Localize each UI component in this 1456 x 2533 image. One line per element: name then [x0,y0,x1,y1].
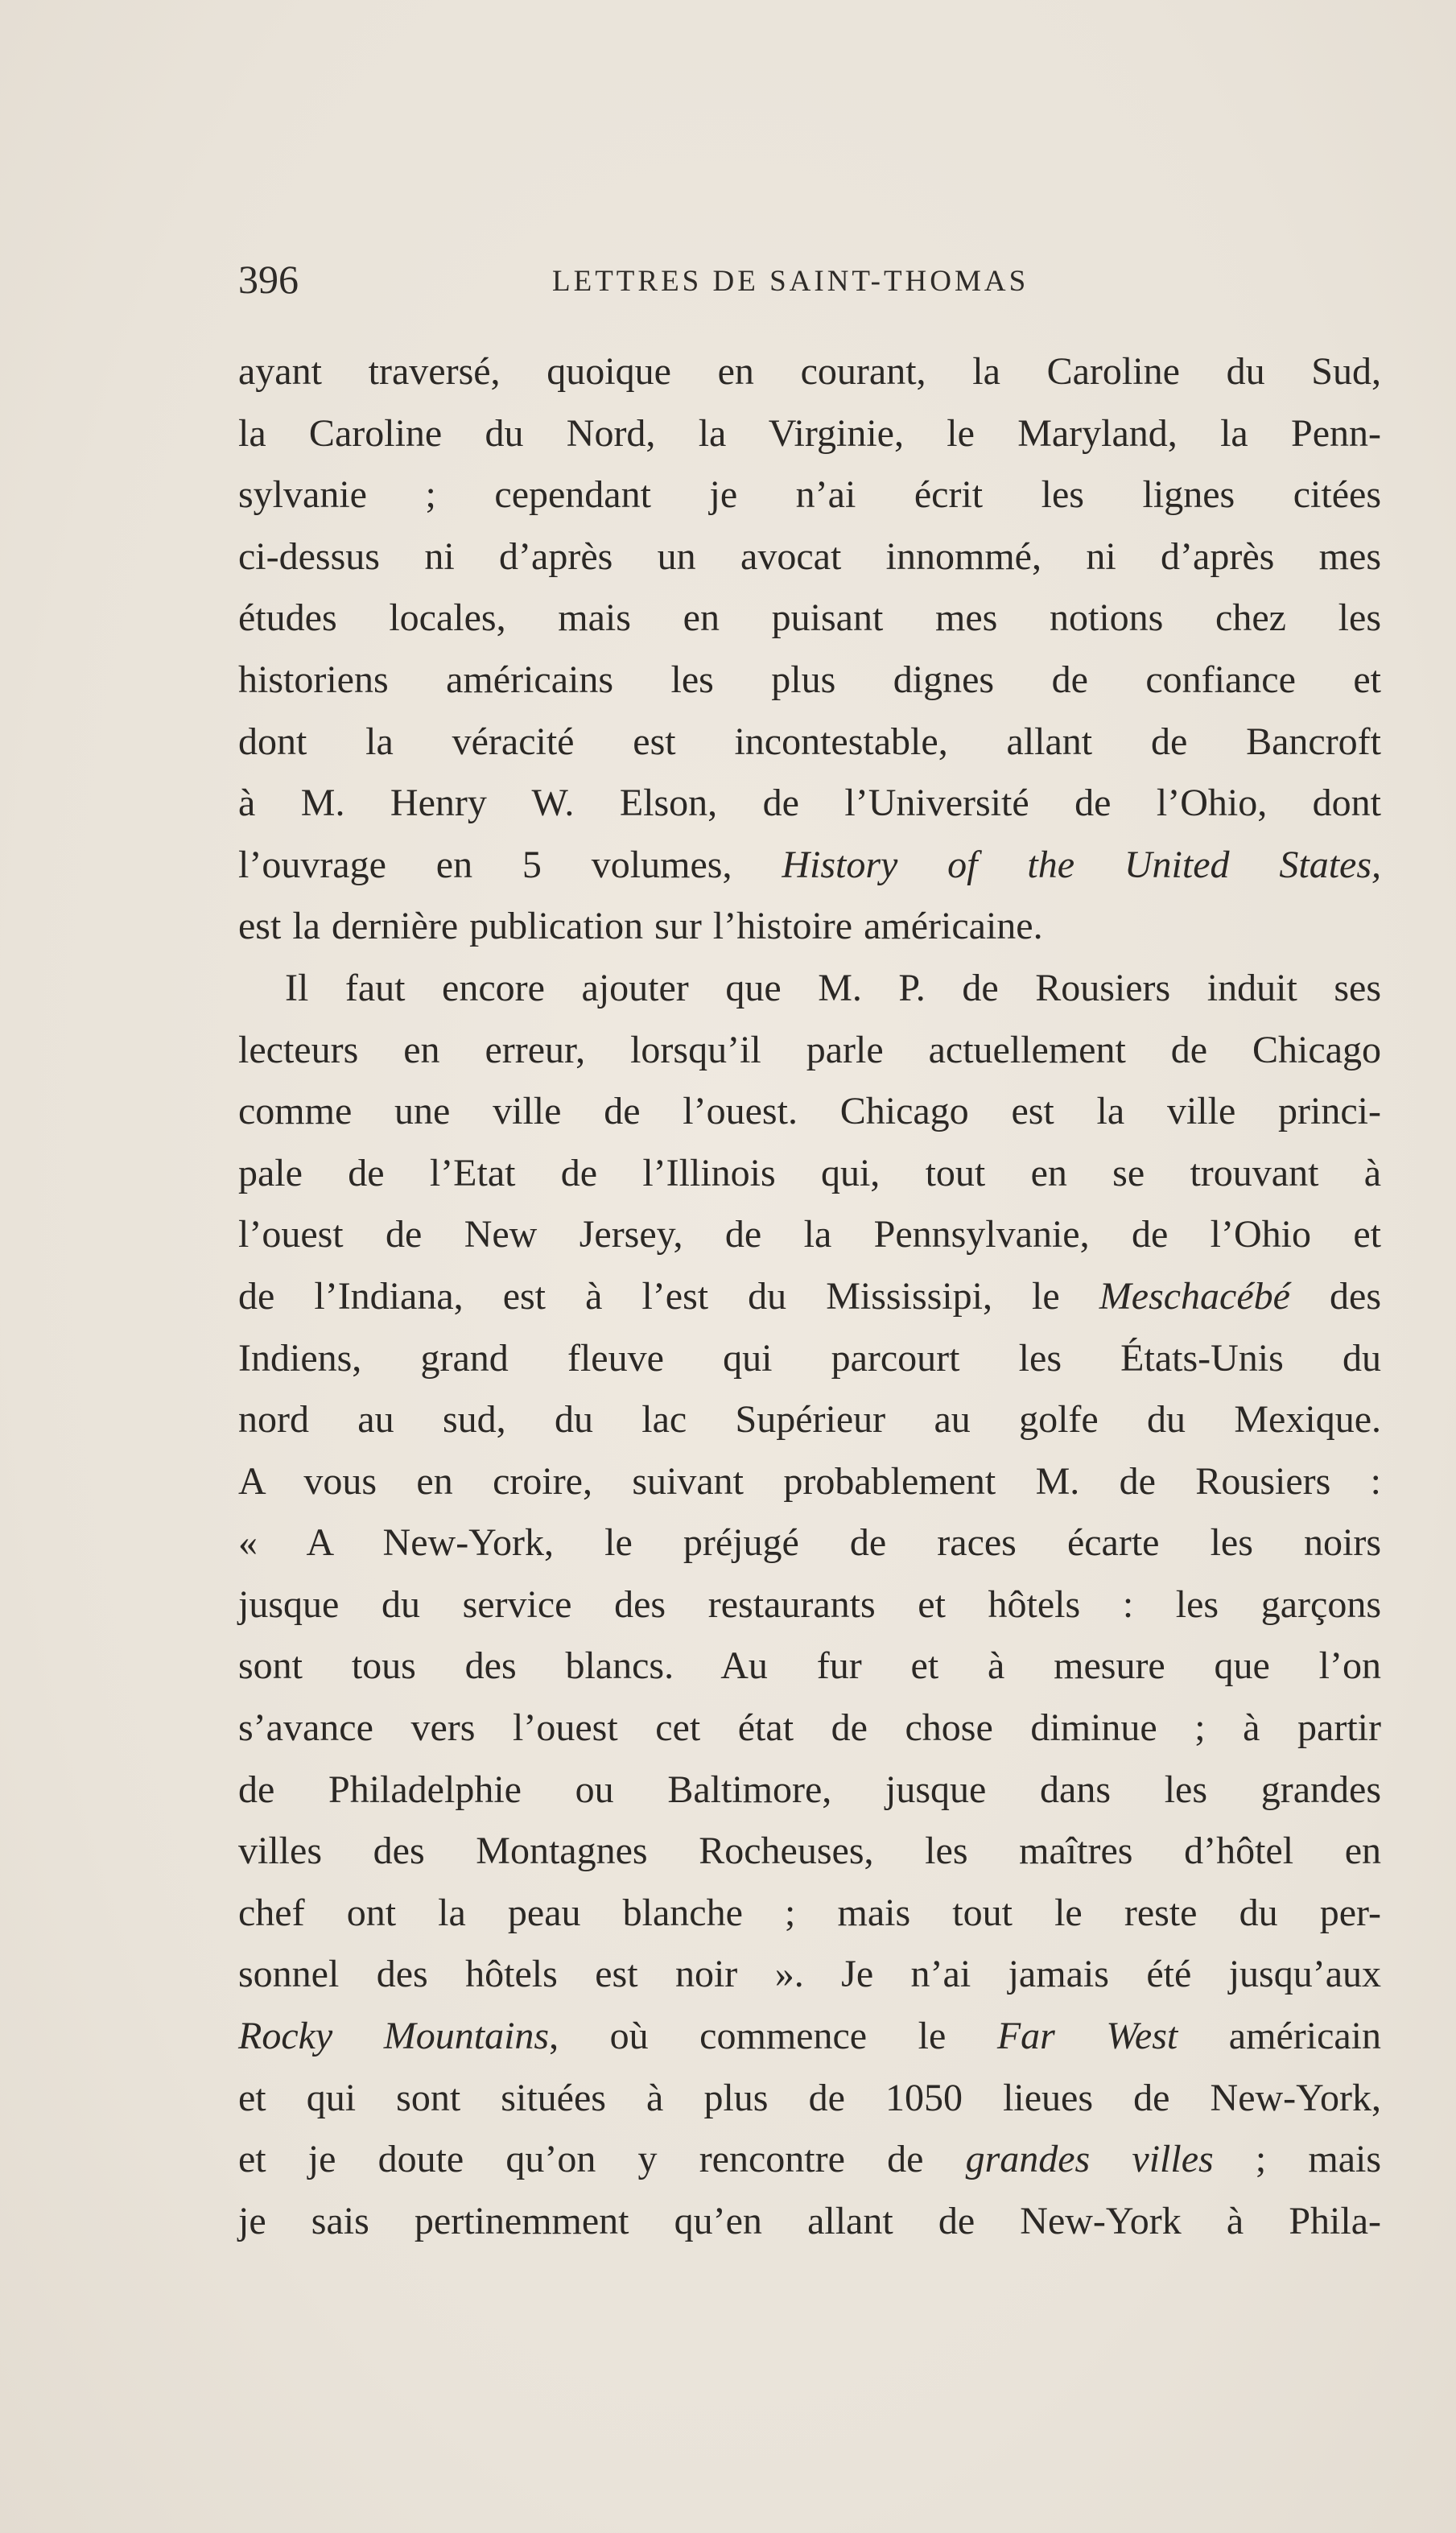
text-line: à M. Henry W. Elson, de l’Université de l’Ohio, dont [238,782,1381,825]
text-line: et qui sont situées à plus de 1050 lieues de New-York, [238,2076,1381,2119]
text-line: historiens américains les plus dignes de confiance et [238,658,1381,701]
text-segment: , où commence le [549,2015,947,2058]
text-segment: et je doute qu’on y rencontre de [238,2138,924,2181]
text-line [238,1266,1381,1328]
text-line: études locales, mais en puisant mes notions chez les [238,596,1381,640]
text-line: villes des Montagnes Rocheuses, les maîtres d’hôtel en [238,1830,1381,1873]
body-text [238,341,1381,2252]
text-line: jusque du service des restaurants et hôtels : les garçons [238,1582,1381,1626]
text-line: l’ouest de New Jersey, de la Pennsylvanie, de l’Ohio et [238,1213,1381,1256]
text-segment: ; mais [1255,2138,1382,2181]
italic-rocky-mountains: Rocky Mountains [238,2015,550,2058]
text-segment: des [1330,1274,1382,1318]
italic-far-west: Far West [996,2015,1178,2058]
italic-grandes-villes: grandes villes [965,2138,1214,2181]
text-line: sylvanie ; cependant je n’ai écrit les lignes citées [238,473,1381,517]
italic-history-title: History of the United States, [782,843,1382,886]
italic-meschacebe: Meschacébé [1099,1274,1290,1318]
text-line: ayant traversé, quoique en courant, la Caroline du Sud, [238,350,1381,393]
text-line: chef ont la peau blanche ; mais tout le reste du per- [238,1891,1381,1934]
text-line [238,835,1381,897]
text-line: je sais pertinemment qu’en allant de New-York à Phila- [238,2199,1381,2242]
text-line: Indiens, grand fleuve qui parcourt les États-Unis du [238,1336,1381,1380]
text-line: sont tous des blancs. Au fur et à mesure que l’on [238,1644,1381,1688]
text-line: comme une ville de l’ouest. Chicago est la ville princi- [238,1090,1381,1133]
text-segment: l’ouvrage en 5 volumes, [238,843,732,886]
text-line: la Caroline du Nord, la Virginie, le Maryland, la Penn- [238,411,1381,455]
text-line: de Philadelphie ou Baltimore, jusque dans les grandes [238,1768,1381,1811]
text-line: pale de l’Etat de l’Illinois qui, tout en se trouvant à [238,1151,1381,1194]
text-line: ci-dessus ni d’après un avocat innommé, ni d’après mes [238,534,1381,578]
text-line [238,2006,1381,2068]
page-number: 396 [238,257,299,302]
text-line: lecteurs en erreur, lorsqu’il parle actuellement de Chicago [238,1028,1381,1071]
text-line: nord au sud, du lac Supérieur au golfe du Mexique. [238,1398,1381,1442]
text-line: sonnel des hôtels est noir ». Je n’ai jamais été jusqu’aux [238,1953,1381,1996]
text-line: est la dernière publication sur l’histoire américaine. [238,905,1043,948]
text-line: dont la véracité est incontestable, allant de Bancroft [238,720,1381,763]
running-head: LETTRES DE SAINT-THOMAS [552,265,1029,298]
text-segment: de l’Indiana, est à l’est du Mississipi, le [238,1274,1060,1318]
text-line: « A New-York, le préjugé de races écarte les noirs [238,1521,1381,1565]
text-segment: américain [1228,2015,1382,2058]
page-header [238,251,1381,307]
text-line: A vous en croire, suivant probablement M. de Rousiers : [238,1459,1381,1503]
text-line: s’avance vers l’ouest cet état de chose diminue ; à partir [238,1706,1381,1750]
text-line [238,2129,1381,2191]
paragraph-start-line: Il faut encore ajouter que M. P. de Rousiers induit ses [285,966,1381,1009]
